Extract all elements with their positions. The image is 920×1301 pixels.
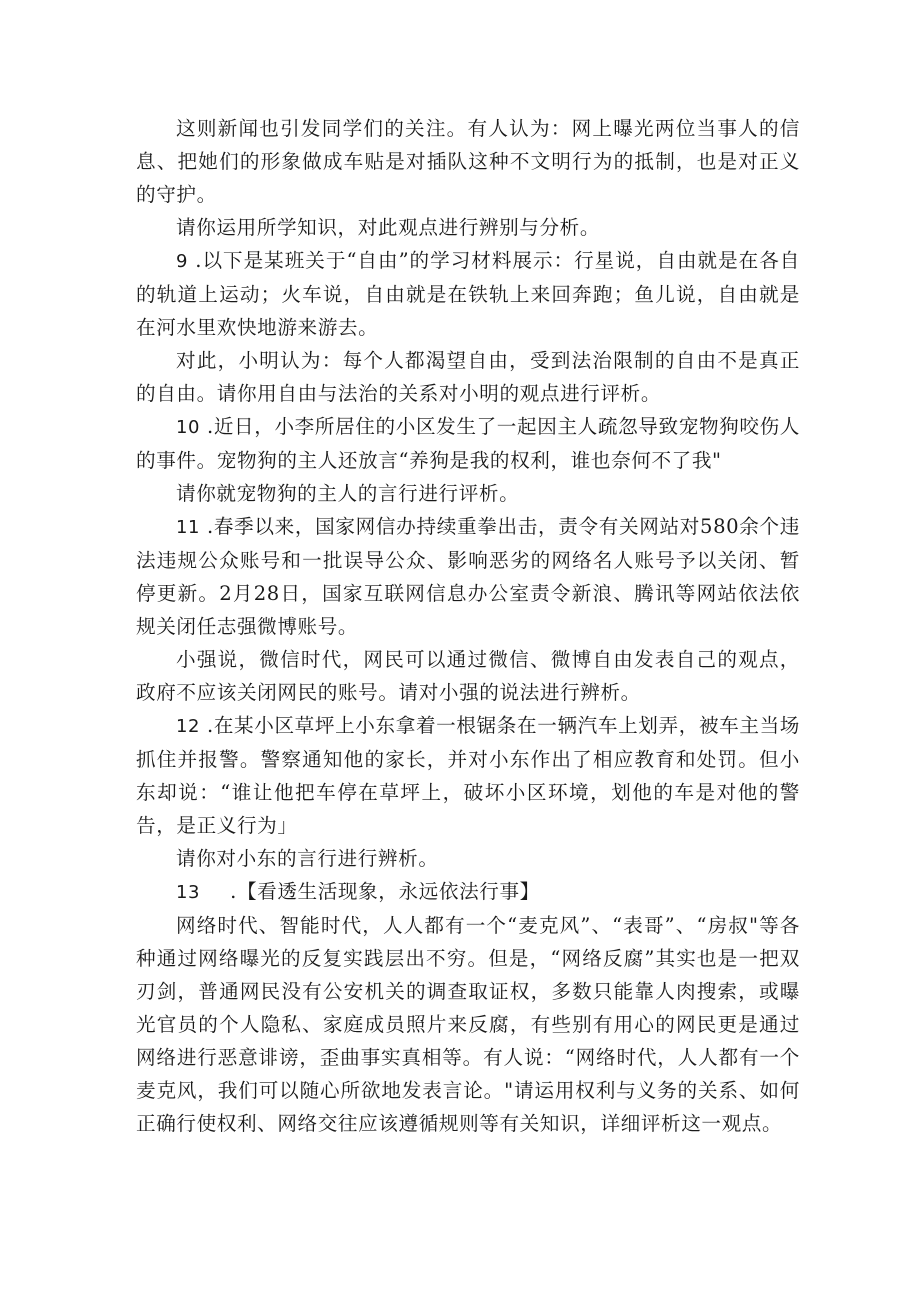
- paragraph-text: 小强说，微信时代，网民可以通过微信、微博自由发表自己的观点，政府不应该关闭网民的账号。请对小强的说法进行辨析。: [136, 648, 800, 704]
- question-9: [136, 244, 800, 344]
- paragraph-network-era: [136, 909, 800, 1140]
- question-number: 13: [176, 882, 201, 903]
- question-10: [136, 410, 800, 477]
- question-12: [136, 709, 800, 842]
- paragraph-instruction-xiaodong: [136, 842, 800, 875]
- document-body: [136, 112, 800, 1140]
- paragraph-text: 网络时代、智能时代，人人都有一个“麦克风”、“表哥”、“房叔"等各种通过网络曝光的反复实践层出不穷。但是，“网络反腐”其实也是一把双刃剑，普通网民没有公安机关的调查取证权，多数只能靠人肉搜索，或曝光官员的个人隐私、家庭成员照片来反腐，有些别有用心的网民更是通过网络进行恶意诽谤，歪曲事实真相等。有人说：“网络时代，人人都有一个麦克风，我们可以随心所欲地发表言论。"请运用权利与义务的关系、如何正确行使权利、网络交往应该遵循规则等有关知识，详细评析这一观点。: [136, 914, 800, 1135]
- question-number: 9: [176, 251, 189, 272]
- paragraph-xiaoming-view: [136, 344, 800, 410]
- paragraph-instruction-analyze: [136, 211, 800, 244]
- paragraph-news-attention: [136, 112, 800, 211]
- question-13: [136, 875, 800, 909]
- paragraph-instruction-pet-owner: [136, 477, 800, 510]
- paragraph-text: 请你就宠物狗的主人的言行进行评析。: [176, 482, 520, 505]
- question-number: 10: [176, 417, 201, 438]
- question-text: .春季以来，国家网信办持续重拳出击，责令有关网站对580余个违法违规公众账号和一批误导公众、影响恶劣的网络名人账号予以关闭、暂停更新。2月28日，国家互联网信息办公室责令新浪、腾讯等网站依法依规关闭任志强微博账号。: [136, 515, 800, 638]
- paragraph-text: 请你对小东的言行进行辨析。: [176, 847, 439, 870]
- question-text: .在某小区草坪上小东拿着一根锯条在一辆汽车上划弄，被车主当场抓住并报警。警察通知他的家长，并对小东作出了相应教育和处罚。但小东却说：“谁让他把车停在草坪上，破坏小区环境，划他的车是对他的警告，是正义行为」: [136, 714, 800, 837]
- question-number: 12: [176, 716, 201, 737]
- paragraph-text: 这则新闻也引发同学们的关注。有人认为：网上曝光两位当事人的信息、把她们的形象做成车贴是对插队这种不文明行为的抵制，也是对正义的守护。: [136, 117, 800, 206]
- question-11: [136, 510, 800, 643]
- paragraph-text: 对此，小明认为：每个人都渴望自由，受到法治限制的自由不是真正的自由。请你用自由与法治的关系对小明的观点进行评析。: [136, 349, 800, 405]
- question-number: 11: [176, 517, 201, 538]
- paragraph-text: 请你运用所学知识，对此观点进行辨别与分析。: [176, 216, 601, 239]
- question-text: .以下是某班关于“自由”的学习材料展示：行星说，自由就是在各自的轨道上运动；火车说，自由就是在铁轨上来回奔跑；鱼儿说，自由就是在河水里欢快地游来游去。: [136, 249, 800, 339]
- question-text: .近日，小李所居住的小区发生了一起因主人疏忽导致宠物狗咬伤人的事件。宠物狗的主人还放言“养狗是我的权利，谁也奈何不了我": [136, 415, 800, 472]
- question-text: .【看透生活现象，永远依法行事】: [230, 880, 540, 903]
- paragraph-xiaoqiang-view: [136, 643, 800, 709]
